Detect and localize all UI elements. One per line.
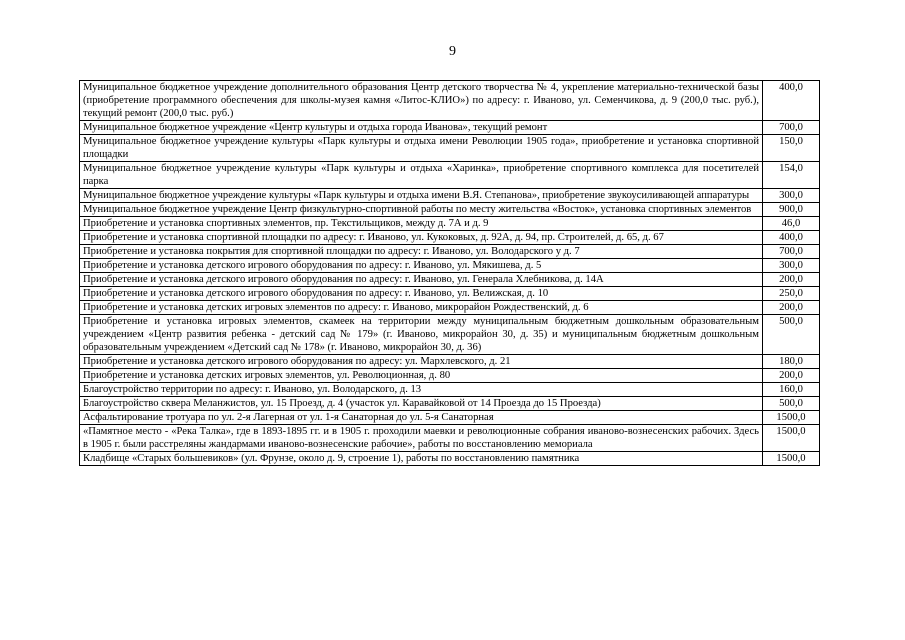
row-description: Благоустройство территории по адресу: г. Иваново, ул. Володарского, д. 13 — [80, 383, 763, 397]
row-description: Приобретение и установка спортивной площадки по адресу: г. Иваново, ул. Кукоковых, д. 92А, д. 94, пр. Строителей, д. 65, д. 67 — [80, 231, 763, 245]
row-amount: 154,0 — [763, 162, 820, 189]
budget-table — [79, 80, 820, 466]
row-description: Муниципальное бюджетное учреждение «Центр культуры и отдыха города Иванова», текущий ремонт — [80, 121, 763, 135]
row-amount: 700,0 — [763, 245, 820, 259]
table-row — [80, 287, 820, 301]
row-description: Приобретение и установка игровых элементов, скамеек на территории между муниципальным бюджетным дошкольным образовательным учреждением «Центр развития ребенка - детский сад № 179» (г. Иваново, микрорайон 30, д. 35) и муниципальным бюджетным дошкольным образовательным учреждением «Детский сад № 178» (г. Иваново, микрорайон 30, д. 36) — [80, 315, 763, 355]
table-row — [80, 217, 820, 231]
row-amount: 300,0 — [763, 259, 820, 273]
row-amount: 1500,0 — [763, 452, 820, 466]
table-row — [80, 355, 820, 369]
row-description: Приобретение и установка детского игрового оборудования по адресу: г. Иваново, ул. Велижская, д. 10 — [80, 287, 763, 301]
table-row — [80, 452, 820, 466]
row-amount: 46,0 — [763, 217, 820, 231]
table-row — [80, 121, 820, 135]
row-amount: 150,0 — [763, 135, 820, 162]
row-description: Приобретение и установка детского игрового оборудования по адресу: г. Иваново, ул. Мякишева, д. 5 — [80, 259, 763, 273]
row-description: Муниципальное бюджетное учреждение культуры «Парк культуры и отдыха имени Революции 1905 года», приобретение и установка спортивной площадки — [80, 135, 763, 162]
row-description: Кладбище «Старых большевиков» (ул. Фрунзе, около д. 9, строение 1), работы по восстановлению памятника — [80, 452, 763, 466]
table-row — [80, 81, 820, 121]
table-row — [80, 383, 820, 397]
row-amount: 200,0 — [763, 273, 820, 287]
row-amount: 500,0 — [763, 315, 820, 355]
row-description: Муниципальное бюджетное учреждение дополнительного образования Центр детского творчества № 4, укрепление материально-технической базы (приобретение программного обеспечения для школы-музея камня «Литос-КЛИО») по адресу: г. Иваново, ул. Семенчикова, д. 9 (200,0 тыс. руб.), текущий ремонт (200,0 тыс. руб.) — [80, 81, 763, 121]
row-amount: 500,0 — [763, 397, 820, 411]
table-row — [80, 189, 820, 203]
row-description: Приобретение и установка детского игрового оборудования по адресу: ул. Мархлевского, д. 21 — [80, 355, 763, 369]
row-description: Приобретение и установка детских игровых элементов по адресу: г. Иваново, микрорайон Рождественский, д. 6 — [80, 301, 763, 315]
row-description: «Памятное место - «Река Талка», где в 1893-1895 гг. и в 1905 г. проходили маевки и революционные собрания иваново-вознесенских рабочих. Здесь в 1905 г. были расстреляны жандармами иваново-вознесенские рабочие», работы по восстановлению мемориала — [80, 425, 763, 452]
table-row — [80, 397, 820, 411]
table-row — [80, 273, 820, 287]
table-row — [80, 259, 820, 273]
row-amount: 1500,0 — [763, 411, 820, 425]
row-description: Муниципальное бюджетное учреждение культуры «Парк культуры и отдыха «Харинка», приобретение спортивного комплекса для посетителей парка — [80, 162, 763, 189]
row-amount: 160,0 — [763, 383, 820, 397]
page-number: 9 — [449, 44, 456, 59]
table-row — [80, 231, 820, 245]
row-amount: 180,0 — [763, 355, 820, 369]
row-amount: 700,0 — [763, 121, 820, 135]
table-row — [80, 162, 820, 189]
table-row — [80, 203, 820, 217]
table-row — [80, 135, 820, 162]
row-amount: 1500,0 — [763, 425, 820, 452]
table-row — [80, 301, 820, 315]
row-description: Приобретение и установка детских игровых элементов, ул. Революционная, д. 80 — [80, 369, 763, 383]
row-description: Муниципальное бюджетное учреждение Центр физкультурно-спортивной работы по месту жительства «Восток», установка спортивных элементов — [80, 203, 763, 217]
table-row — [80, 245, 820, 259]
table-row — [80, 315, 820, 355]
row-amount: 400,0 — [763, 231, 820, 245]
table-row — [80, 411, 820, 425]
row-amount: 200,0 — [763, 301, 820, 315]
row-amount: 900,0 — [763, 203, 820, 217]
table-row — [80, 369, 820, 383]
row-amount: 400,0 — [763, 81, 820, 121]
budget-table-body — [80, 81, 820, 466]
row-amount: 200,0 — [763, 369, 820, 383]
row-amount: 250,0 — [763, 287, 820, 301]
row-description: Муниципальное бюджетное учреждение культуры «Парк культуры и отдыха имени В.Я. Степанова», приобретение звукоусиливающей аппаратуры — [80, 189, 763, 203]
row-description: Приобретение и установка детского игрового оборудования по адресу: г. Иваново, ул. Генерала Хлебникова, д. 14А — [80, 273, 763, 287]
table-row — [80, 425, 820, 452]
row-description: Асфальтирование тротуара по ул. 2-я Лагерная от ул. 1-я Санаторная до ул. 5-я Санаторная — [80, 411, 763, 425]
row-amount: 300,0 — [763, 189, 820, 203]
row-description: Приобретение и установка покрытия для спортивной площадки по адресу: г. Иваново, ул. Володарского у д. 7 — [80, 245, 763, 259]
row-description: Приобретение и установка спортивных элементов, пр. Текстильщиков, между д. 7А и д. 9 — [80, 217, 763, 231]
row-description: Благоустройство сквера Меланжистов, ул. 15 Проезд, д. 4 (участок ул. Каравайковой от 14 Проезда до 15 Проезда) — [80, 397, 763, 411]
